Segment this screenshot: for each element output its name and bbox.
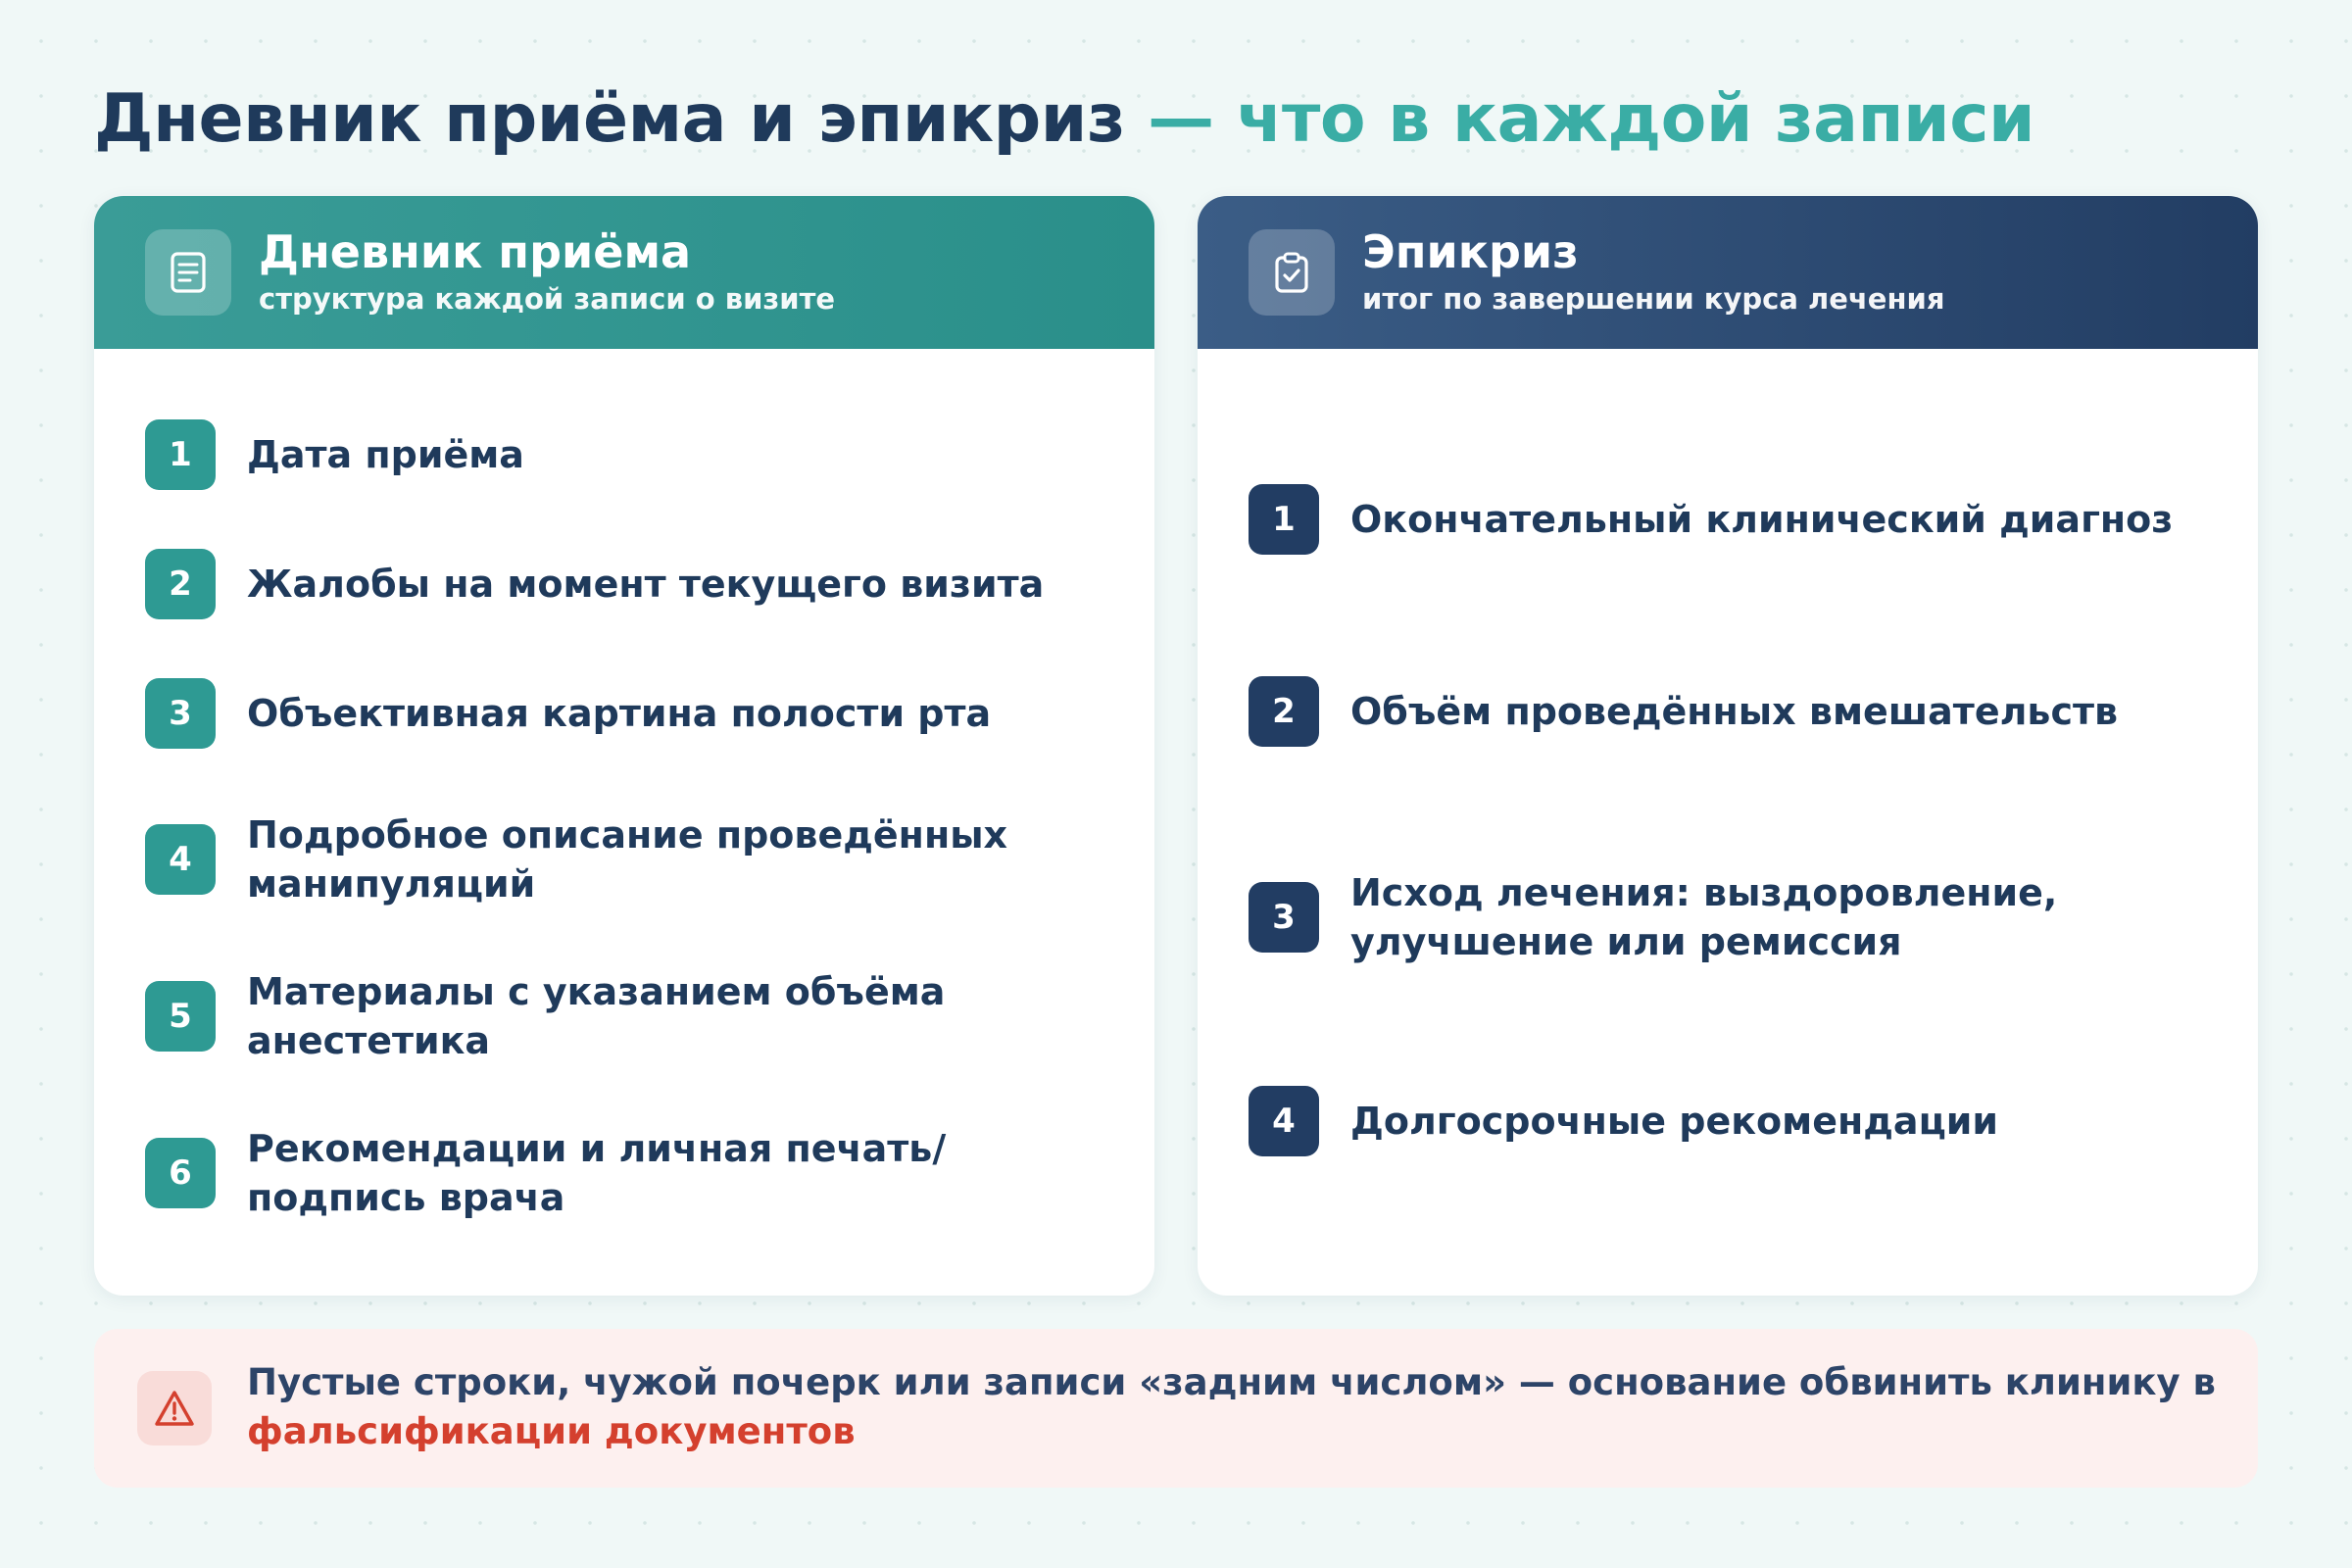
diary-item-number: 1 [145, 419, 216, 490]
page-title-main: Дневник приёма и эпикриз [94, 80, 1125, 158]
diary-item-number: 2 [145, 549, 216, 619]
epicrisis-item-text: Объём проведённых вмешательств [1350, 690, 2119, 733]
diary-item-text: Материалы с указанием объёма анестетика [247, 970, 946, 1062]
epicrisis-item-number: 2 [1249, 676, 1319, 747]
page-title-accent: — что в каждой записи [1124, 80, 2035, 158]
diary-item-text: Дата приёма [247, 433, 524, 476]
diary-item-number: 5 [145, 981, 216, 1052]
epicrisis-item-text: Долгосрочные рекомендации [1350, 1100, 1998, 1143]
epicrisis-item [1249, 1086, 2219, 1156]
diary-item-number: 4 [145, 824, 216, 895]
epicrisis-card-header [1198, 196, 2258, 349]
diary-item [145, 549, 1115, 619]
epicrisis-item-text: Окончательный клинический диагноз [1350, 498, 2174, 541]
epicrisis-item [1249, 484, 2219, 555]
epicrisis-card [1198, 196, 2258, 1296]
diary-item-text: Объективная картина полости рта [247, 692, 992, 735]
epicrisis-item-text: Исход лечения: выздоровление, улучшение или ремиссия [1350, 871, 2058, 963]
diary-item [145, 1124, 1115, 1222]
document-icon [145, 229, 231, 316]
diary-item-number: 3 [145, 678, 216, 749]
diary-card [94, 196, 1154, 1296]
epicrisis-card-title: Эпикриз [1362, 225, 1579, 278]
diary-item-text: Рекомендации и личная печать/подпись врача [247, 1127, 947, 1219]
diary-card-title: Дневник приёма [259, 225, 692, 278]
diary-card-subtitle: структура каждой записи о визите [259, 282, 836, 316]
epicrisis-item-number: 3 [1249, 882, 1319, 953]
clipboard-check-icon [1249, 229, 1335, 316]
warning-banner [94, 1329, 2258, 1488]
epicrisis-item-number: 4 [1249, 1086, 1319, 1156]
diary-item [145, 810, 1115, 908]
epicrisis-item-number: 1 [1249, 484, 1319, 555]
epicrisis-item [1249, 868, 2219, 966]
diary-item-number: 6 [145, 1138, 216, 1208]
diary-item [145, 967, 1115, 1065]
warning-highlight: фальсификации документов [247, 1410, 856, 1452]
diary-item [145, 678, 1115, 749]
page-title [94, 80, 2034, 158]
warning-message: Пустые строки, чужой почерк или записи «задним числом» — основание обвинить клинику в [247, 1361, 2216, 1403]
diary-item-text: Подробное описание проведённых манипуляций [247, 813, 1008, 906]
diary-item-text: Жалобы на момент текущего визита [247, 563, 1045, 606]
epicrisis-card-subtitle: итог по завершении курса лечения [1362, 282, 1945, 316]
warning-triangle-icon [137, 1371, 212, 1446]
warning-text [247, 1358, 2217, 1456]
epicrisis-item [1249, 676, 2219, 747]
diary-item [145, 419, 1115, 490]
diary-card-header [94, 196, 1154, 349]
